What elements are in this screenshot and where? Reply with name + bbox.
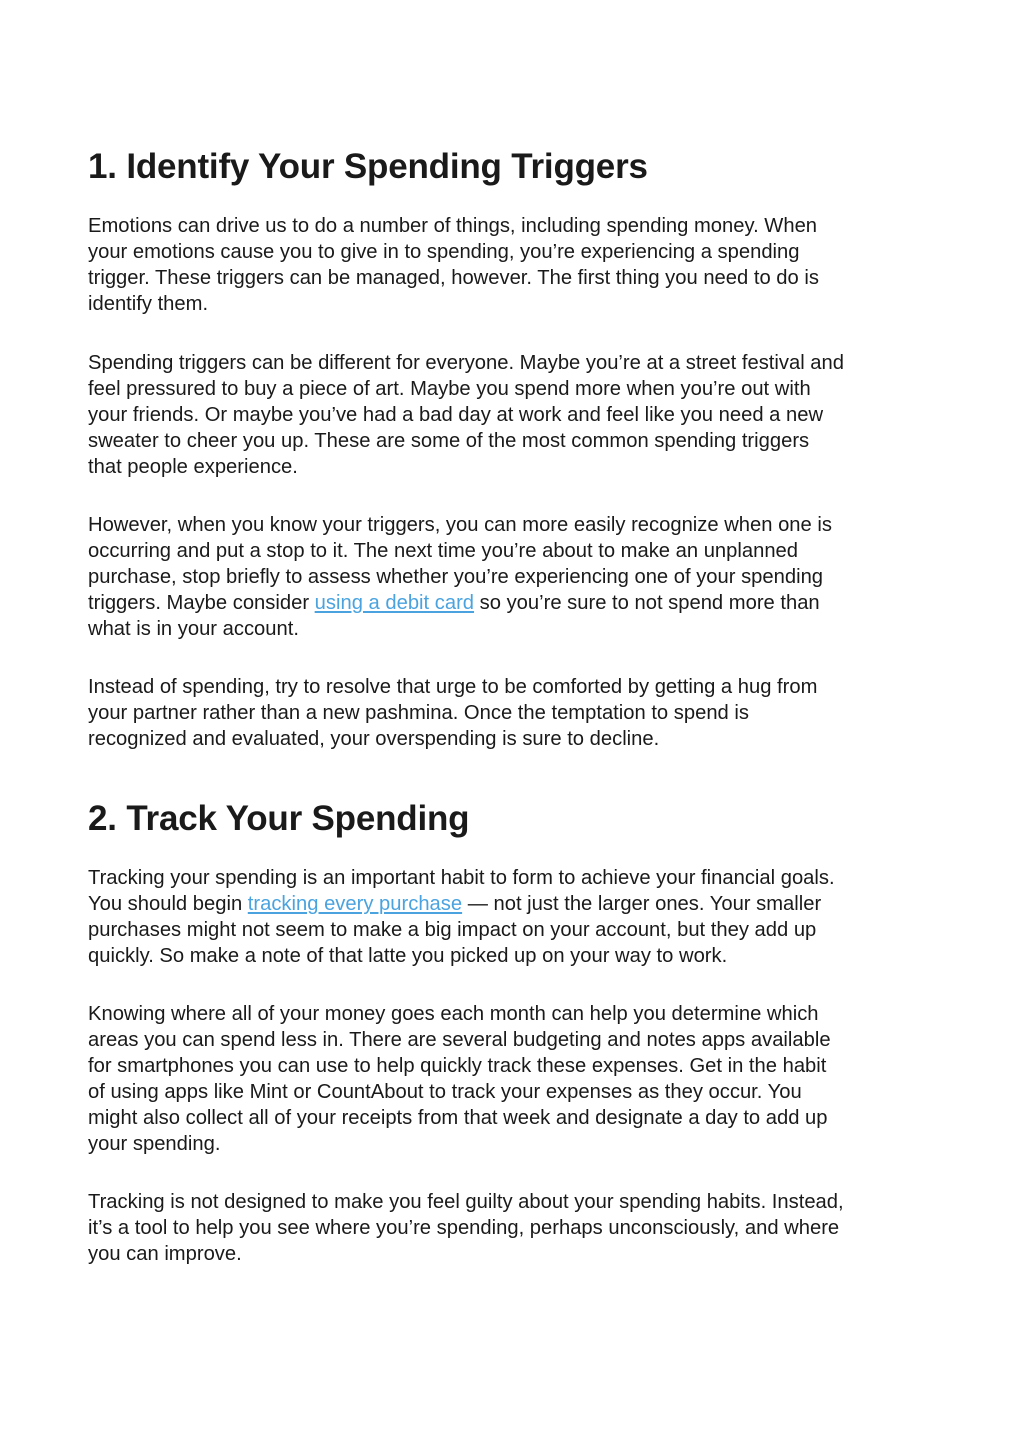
text-line: Knowing where all of your money goes each month can help you determine which [88,1003,819,1025]
text-line: feel pressured to buy a piece of art. Maybe you spend more when you’re out with [88,378,811,400]
section-heading-track-spending: 2. Track Your Spending [88,799,470,838]
text-line: what is in your account. [88,618,299,640]
text-fragment: triggers. Maybe consider [88,592,315,614]
text-line: you can improve. [88,1243,242,1265]
text-line: might also collect all of your receipts from that week and designate a day to add up [88,1107,828,1129]
text-line: Tracking is not designed to make you feel guilty about your spending habits. Instead, [88,1191,844,1213]
text-line: for smartphones you can use to help quickly track these expenses. Get in the habit [88,1055,827,1077]
text-line: your spending. [88,1133,221,1155]
text-fragment: You should begin [88,893,248,915]
paragraph-triggers-differ [88,350,844,480]
paragraph-instead-of-spending [88,674,817,752]
text-line: Tracking your spending is an important habit to form to achieve your financial goals. [88,867,835,889]
text-line-with-link [88,891,835,917]
paragraph-knowing-where-money-goes [88,1001,831,1157]
paragraph-know-triggers [88,512,832,642]
debit-card-link[interactable]: using a debit card [314,592,475,614]
text-line: Emotions can drive us to do a number of things, including spending money. When [88,215,818,237]
tracking-every-purchase-link[interactable]: tracking every purchase [247,893,463,915]
text-line: of using apps like Mint or CountAbout to track your expenses as they occur. You [88,1081,802,1103]
text-line: your partner rather than a new pashmina. Once the temptation to spend is [88,702,749,724]
text-line: Spending triggers can be different for everyone. Maybe you’re at a street festival and [88,352,844,374]
text-line: areas you can spend less in. There are several budgeting and notes apps available [88,1029,831,1051]
text-line: However, when you know your triggers, you can more easily recognize when one is [88,514,832,536]
text-line: it’s a tool to help you see where you’re spending, perhaps unconsciously, and where [88,1217,840,1239]
paragraph-tracking-habit [88,865,835,969]
paragraph-emotions [88,213,819,317]
section-heading-spending-triggers: 1. Identify Your Spending Triggers [88,147,648,186]
text-line: identify them. [88,293,209,315]
text-line: that people experience. [88,456,298,478]
text-line-with-link [88,590,832,616]
text-line: purchases might not seem to make a big impact on your account, but they add up [88,919,817,941]
text-line: purchase, stop briefly to assess whether you’re experiencing one of your spending [88,566,824,588]
text-line: occurring and put a stop to it. The next time you’re about to make an unplanned [88,540,799,562]
text-line: trigger. These triggers can be managed, however. The first thing you need to do is [88,267,819,289]
text-line: recognized and evaluated, your overspending is sure to decline. [88,728,660,750]
paragraph-tracking-not-guilt [88,1189,844,1267]
text-line: Instead of spending, try to resolve that urge to be comforted by getting a hug from [88,676,818,698]
text-line: your emotions cause you to give in to spending, you’re experiencing a spending [88,241,800,263]
text-line: your friends. Or maybe you’ve had a bad day at work and feel like you need a new [88,404,824,426]
text-fragment: so you’re sure to not spend more than [474,592,820,614]
text-line: sweater to cheer you up. These are some of the most common spending triggers [88,430,810,452]
text-fragment: — not just the larger ones. Your smaller [462,893,822,915]
text-line: quickly. So make a note of that latte you picked up on your way to work. [88,945,728,967]
